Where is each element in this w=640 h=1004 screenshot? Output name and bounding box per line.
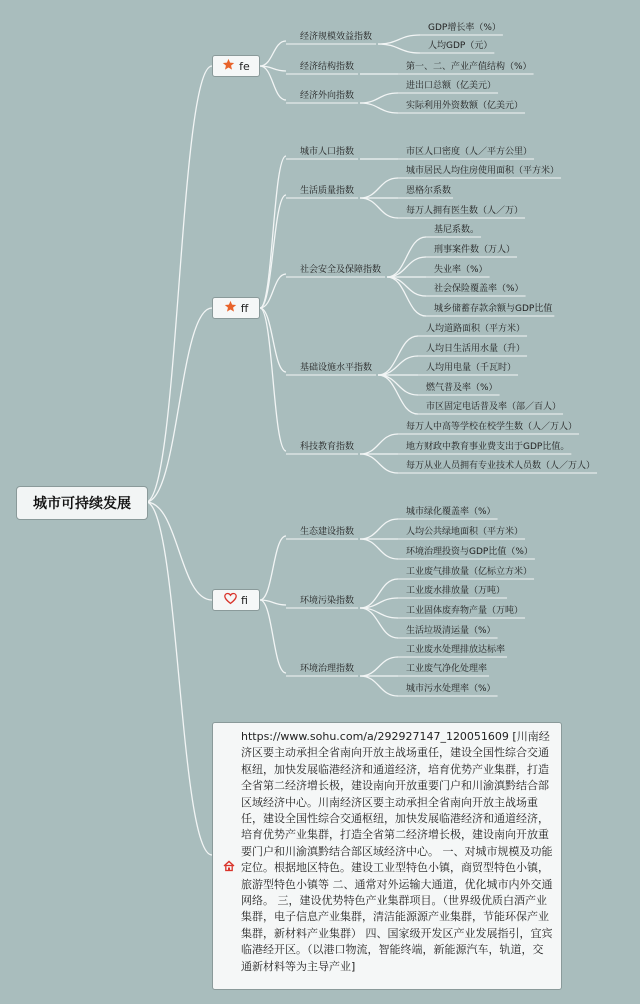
root-connector [146, 66, 212, 502]
leaf-topic[interactable]: 工业固体废弃物产量（万吨） [406, 606, 524, 616]
leaf-topic[interactable]: 每万从业人员拥有专业技术人员数（人／万人） [406, 461, 596, 471]
leaf-topic[interactable]: 工业废水处理排放达标率 [406, 645, 506, 655]
leaf-topic[interactable]: 社会保险覆盖率（%） [434, 284, 524, 294]
leaf-topic[interactable]: 环境治理投资与GDP比值（%） [406, 547, 533, 557]
leaf-topic[interactable]: 生活垃圾清运量（%） [406, 626, 496, 636]
leaf-topic[interactable]: 刑事案件数（万人） [434, 245, 516, 255]
leaf-topic[interactable]: 人均道路面积（平方米） [426, 324, 526, 334]
group-topic[interactable]: 生态建设指数 [300, 527, 355, 537]
leaf-topic[interactable]: 实际利用外资数额（亿美元） [406, 101, 524, 111]
heart-icon [224, 592, 237, 608]
group-topic[interactable]: 生活质量指数 [300, 186, 355, 196]
star-icon [222, 58, 235, 74]
branch-connector [260, 156, 286, 308]
item-connector [360, 93, 398, 103]
group-topic[interactable]: 经济规模效益指数 [300, 32, 373, 42]
branch-connector [260, 308, 286, 451]
branch-ff[interactable] [212, 297, 260, 319]
group-topic[interactable]: 经济结构指数 [300, 62, 355, 72]
group-topic[interactable]: 经济外向指数 [300, 91, 355, 101]
leaf-topic[interactable]: 人均GDP（元） [428, 41, 493, 51]
root-connector [146, 502, 212, 855]
leaf-topic[interactable]: 燃气普及率（%） [426, 383, 498, 393]
item-connector [360, 454, 398, 473]
branch-connector [260, 41, 286, 66]
home-icon [223, 857, 235, 876]
leaf-topic[interactable]: 基尼系数。 [434, 225, 480, 235]
note-text: https://www.sohu.com/a/292927147_120051609 [川南经济区要主动承担全省南向开放主战场重任，建设全国性综合交通枢纽，加快发展临港经济和通道经济，培育优势产业集群，打造全省第二经济增长极，建设南向开放重要门户和川渝滇黔结合部区域经济中心。川南经济区要主动承担全省南向开放主战场重任，建设全国性综合交通枢纽，加快发展临港经济和通道经济，培育优势产业集群，打造全省第二经济增长极，建设南向开放重要门户和川渝滇黔结合部区域经济中心。 一、对城市规模及功能定位。根据地区特色。建设工业型特色小镇，商贸型特色小镇，旅游型特色小镇等 二、通常对外运输大通道，优化城市内外交通网络。 三，建设优势特色产业集群项目。（世界级优质白酒产业集群，电子信息产业集群，清洁能源源产业集群，节能环保产业集群，新材料产业集群） 四、国家级开发区产业发展指引，宜宾临港经开区。（以港口物流，智能终端，新能源汽车，轨道，交通新材料等为主导产业] [241, 730, 553, 973]
leaf-topic[interactable]: 城乡储蓄存款余额与GDP比值 [434, 304, 553, 314]
item-connector [387, 257, 426, 277]
root-connector [146, 308, 212, 502]
item-connector [378, 336, 418, 375]
group-topic[interactable]: 城市人口指数 [300, 147, 355, 157]
note-card[interactable] [212, 722, 562, 990]
branch-fe[interactable] [212, 55, 260, 77]
leaf-topic[interactable]: 城市绿化覆盖率（%） [406, 507, 496, 517]
item-connector [378, 35, 420, 44]
branch-label: fi [241, 593, 248, 607]
leaf-topic[interactable]: 每万人拥有医生数（人／万） [406, 206, 524, 216]
leaf-topic[interactable]: 失业率（%） [434, 265, 488, 275]
leaf-topic[interactable]: 市区人口密度（人／平方公里） [406, 147, 533, 157]
leaf-topic[interactable]: 人均公共绿地面积（平方米） [406, 527, 524, 537]
item-connector [360, 539, 398, 559]
item-connector [387, 237, 426, 277]
item-connector [387, 277, 426, 316]
leaf-topic[interactable]: GDP增长率（%） [428, 23, 501, 33]
branch-label: ff [240, 301, 249, 315]
group-topic[interactable]: 社会安全及保障指数 [300, 265, 382, 275]
star-icon [224, 300, 237, 316]
leaf-topic[interactable]: 人均用电量（千瓦时） [426, 363, 517, 373]
leaf-topic[interactable]: 城市居民人均住房使用面积（平方米） [406, 166, 560, 176]
branch-connector [260, 308, 286, 372]
root-topic[interactable]: 城市可持续发展 [16, 486, 148, 520]
item-connector [378, 375, 418, 395]
item-connector [360, 519, 398, 539]
item-connector [387, 277, 426, 296]
leaf-topic[interactable]: 第一、二、产业产值结构（%） [406, 62, 532, 72]
leaf-topic[interactable]: 工业废气净化处理率 [406, 664, 488, 674]
group-topic[interactable]: 基础设施水平指数 [300, 363, 373, 373]
item-connector [360, 657, 398, 676]
branch-connector [260, 536, 286, 600]
item-connector [360, 434, 398, 454]
group-topic[interactable]: 科技教育指数 [300, 442, 355, 452]
root-connector [146, 502, 212, 600]
leaf-topic[interactable]: 城市污水处理率（%） [406, 684, 496, 694]
leaf-topic[interactable]: 地方财政中教育事业费支出于GDP比值。 [406, 442, 570, 452]
item-connector [378, 356, 418, 375]
item-connector [360, 103, 398, 113]
leaf-topic[interactable]: 市区固定电话普及率（部／百人） [426, 402, 562, 412]
item-connector [378, 44, 420, 53]
item-connector [360, 676, 398, 696]
item-connector [360, 178, 398, 198]
leaf-topic[interactable]: 工业废气排放量（亿标立方米） [406, 567, 533, 577]
branch-fi[interactable] [212, 589, 260, 611]
leaf-topic[interactable]: 人均日生活用水量（升） [426, 344, 526, 354]
leaf-topic[interactable]: 进出口总额（亿美元） [406, 81, 497, 91]
branch-label: fe [239, 59, 250, 73]
item-connector [360, 198, 398, 218]
group-topic[interactable]: 环境污染指数 [300, 596, 355, 606]
leaf-topic[interactable]: 恩格尔系数 [406, 186, 452, 196]
group-topic[interactable]: 环境治理指数 [300, 664, 355, 674]
leaf-topic[interactable]: 工业废水排放量（万吨） [406, 586, 506, 596]
branch-connector [260, 600, 286, 673]
leaf-topic[interactable]: 每万人中高等学校在校学生数（人／万人） [406, 422, 578, 432]
